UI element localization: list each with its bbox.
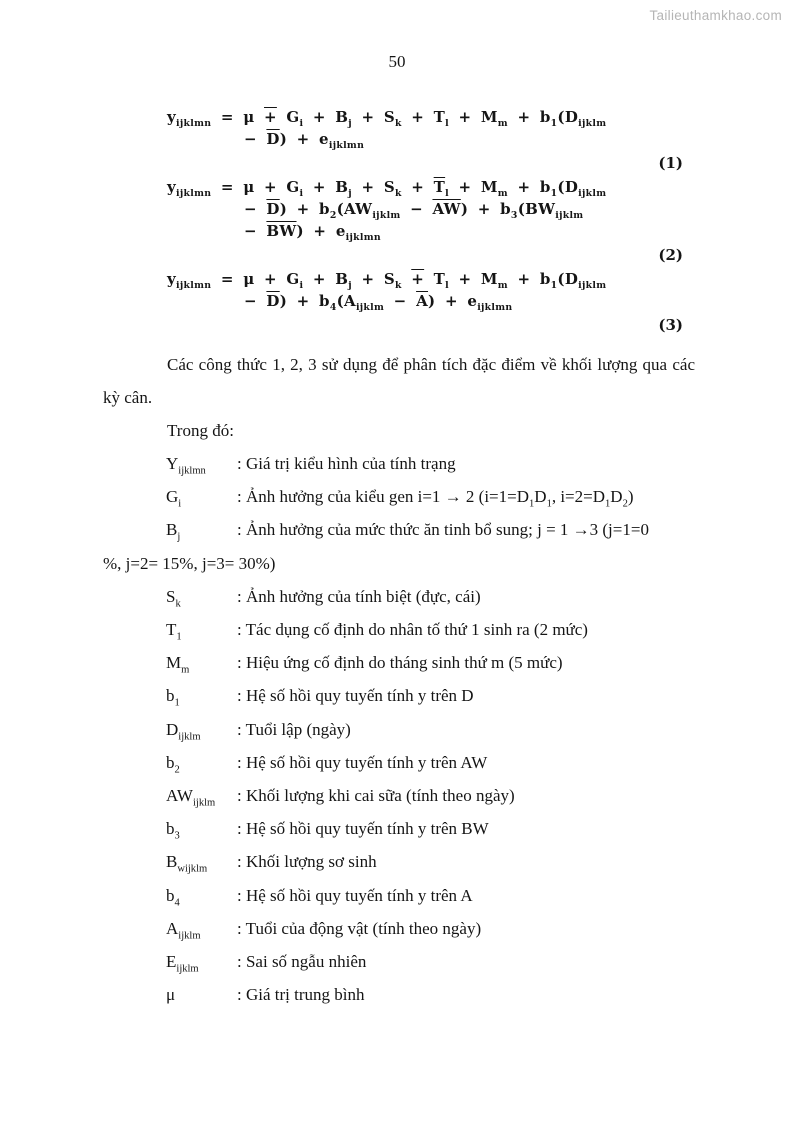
equation-3	[167, 268, 695, 312]
equation-line: − $\overline{D}) + b_4(A_{ijklm} - \overline{A}) + e_{ijklmn}$	[244, 292, 513, 313]
definition-term: $T_1$	[166, 620, 182, 643]
definition-row	[166, 945, 695, 978]
equation-line: $y_{ijklmn} = \mu + G_i + B_j + S_k + T_l + M_m + b_1(D_{ijklm}$	[167, 270, 607, 291]
intro-label: Trong đó:	[167, 421, 234, 440]
definition-row	[166, 580, 695, 613]
definition-row	[166, 613, 695, 646]
definition-text: : Giá trị kiểu hình của tính trạng	[237, 454, 456, 473]
definition-entry	[103, 679, 695, 712]
definition-row	[166, 713, 695, 746]
equation-line: − $\overline{BW}) + e_{ijklmn}$	[244, 222, 381, 243]
definition-text: : Sai số ngẫu nhiên	[237, 952, 367, 972]
page-content	[103, 106, 695, 1011]
definition-term: $B_j$	[166, 520, 181, 543]
definition-term: $b_2$	[166, 752, 180, 776]
definition-row	[166, 646, 695, 679]
equation-line: − $\overline{D}) + e_{ijklmn}$	[244, 130, 365, 151]
definition-entry	[103, 945, 695, 978]
definition-text: : Khối lượng sơ sinh	[237, 852, 377, 872]
equation-line: − $\overline{D}) + b_2(AW_{ijklm} - \overline{AW}) + b_3(BW_{ijklm}$	[244, 200, 584, 221]
definition-row	[166, 912, 695, 945]
page-number: 50	[388, 52, 406, 71]
equation-number: (3)	[658, 316, 683, 334]
definition-term: $A_{ijklm}$	[166, 918, 201, 942]
definition-term: $b_3$	[166, 819, 180, 842]
definition-entry	[103, 845, 695, 878]
definition-text: : Hệ số hồi quy tuyến tính y trên BW	[237, 819, 489, 839]
definition-entry	[103, 613, 695, 646]
definition-term: $S_k$	[166, 586, 181, 610]
definition-row	[166, 812, 695, 845]
equation-number: (1)	[658, 154, 683, 172]
definition-text: : Hệ số hồi quy tuyến tính y trên D	[237, 686, 474, 706]
paragraph: Các công thức 1, 2, 3 sử dụng để phân tích đặc điểm về khối lượng qua các kỳ cân.	[103, 355, 695, 407]
definition-term: $B_{wijklm}$	[166, 852, 208, 875]
definition-text: : Hệ số hồi quy tuyến tính y trên AW	[237, 752, 488, 772]
definition-text: : Ảnh hưởng của kiểu gen i=1 → 2 ($i=1=D_1D_1$, $i=2=D_1D_2$)	[237, 487, 634, 510]
definition-term: $G_i$	[166, 487, 182, 510]
definition-text: : Hiệu ứng cố định do tháng sinh thứ m (5 mức)	[237, 653, 563, 673]
equation-block	[103, 106, 695, 336]
definition-row	[166, 679, 695, 712]
definition-row	[166, 845, 695, 878]
definition-entry	[103, 580, 695, 613]
definition-row	[166, 513, 695, 546]
definition-row	[166, 480, 695, 513]
equation-1	[167, 106, 695, 150]
definition-entry	[103, 879, 695, 912]
definition-term: $D_{ijklm}$	[166, 719, 201, 743]
definition-row	[166, 879, 695, 912]
definition-text: : Giá trị trung bình	[237, 985, 365, 1005]
definition-entry	[103, 513, 695, 579]
definition-continuation: %, j=2= 15%, j=3= 30%)	[103, 553, 276, 573]
definition-entry	[103, 978, 695, 1011]
definition-term: $AW_{ijklm}$	[166, 786, 216, 809]
definition-term: $b_1$	[166, 686, 180, 709]
definition-text: : Tuổi lập (ngày)	[237, 719, 351, 739]
definition-entry	[103, 779, 695, 812]
definition-list	[103, 447, 695, 1011]
definition-entry	[103, 812, 695, 845]
watermark: Tailieuthamkhao.com	[649, 8, 782, 23]
definition-text: : Khối lượng khi cai sữa (tính theo ngày)	[237, 786, 515, 806]
definition-entry	[103, 480, 695, 513]
definition-term: $M_m$	[166, 653, 190, 676]
equation-line: $y_{ijklmn} = \mu + G_i + B_j + S_k + \overline{T}_l + M_m + b_1(D_{ijklm}$	[167, 178, 607, 199]
definition-entry	[103, 713, 695, 746]
definition-text: : Ảnh hưởng của mức thức ăn tinh bổ sung; j = 1 →3 (j=1=0	[237, 520, 649, 540]
definition-text: : Tác dụng cố định do nhân tố thứ 1 sinh ra (2 mức)	[237, 620, 588, 640]
definition-row	[166, 978, 695, 1011]
definition-entry	[103, 912, 695, 945]
definition-text: : Tuổi của động vật (tính theo ngày)	[237, 918, 482, 938]
definition-entry	[103, 646, 695, 679]
definition-row	[166, 779, 695, 812]
definition-term: μ	[166, 985, 176, 1005]
definition-text: : Ảnh hưởng của tính biệt (đực, cái)	[237, 586, 481, 606]
definition-term: $b_4$	[166, 885, 180, 909]
equation-2	[167, 176, 695, 242]
definition-row	[166, 746, 695, 779]
definition-row	[166, 447, 695, 480]
equation-line: $y_{ijklmn} = \mu + G_i + B_j + S_k + T_l + M_m + b_1(D_{ijklm}$	[167, 108, 607, 129]
definition-term: $E_{ijklm}$	[166, 952, 199, 975]
definition-term: $Y_{ijklmn}$	[166, 454, 206, 477]
definition-text: : Hệ số hồi quy tuyến tính y trên A	[237, 885, 473, 905]
definition-entry	[103, 447, 695, 480]
definition-entry	[103, 746, 695, 779]
equation-number: (2)	[658, 246, 683, 264]
